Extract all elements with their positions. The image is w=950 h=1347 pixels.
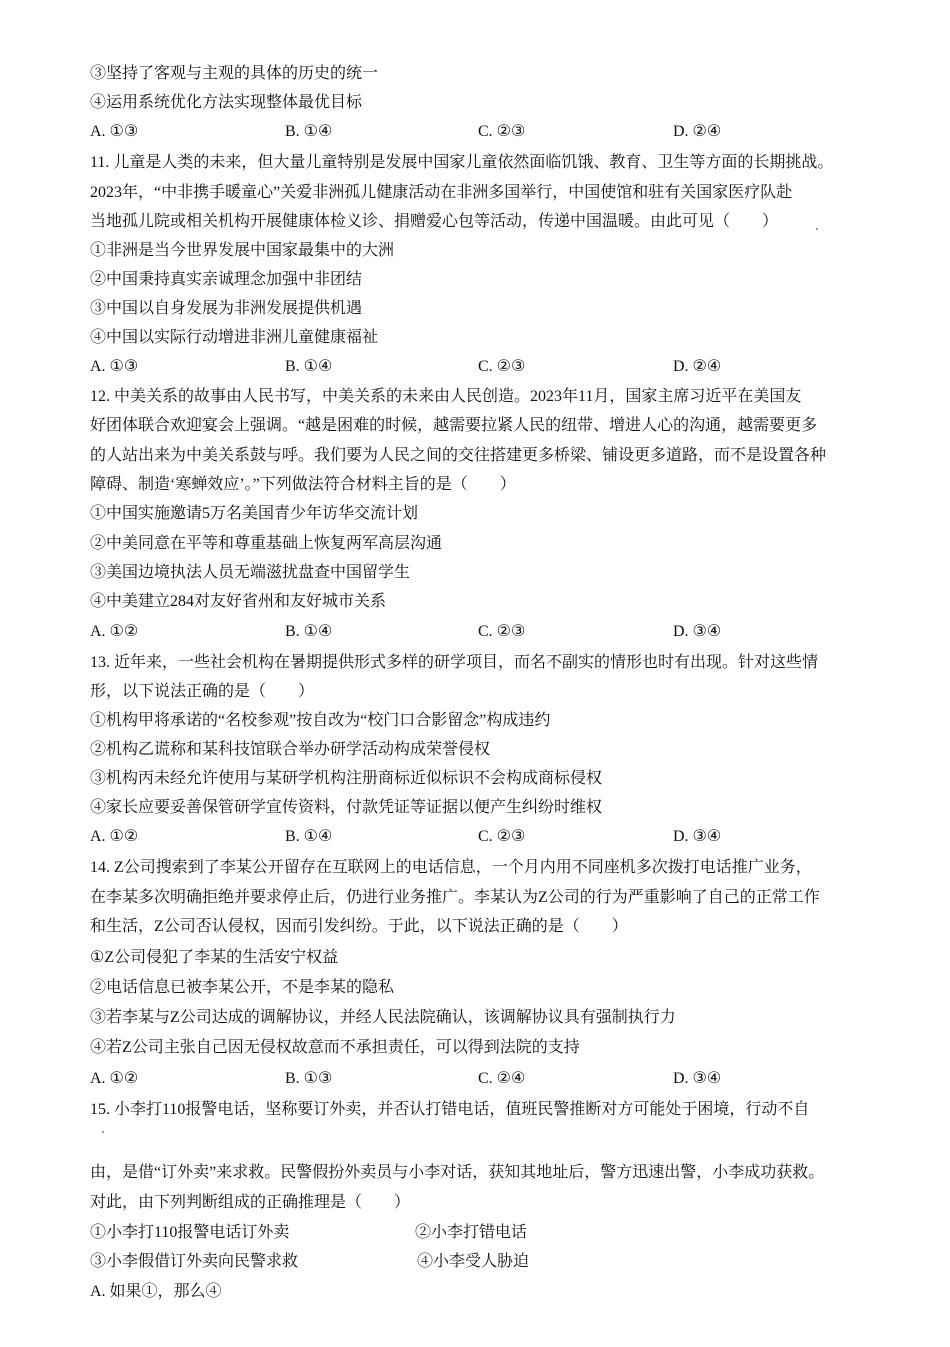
option-c: C. ②③ [478,623,526,640]
q13-item-3: ③机构丙未经允许使用与某研学机构注册商标近似标识不会构成商标侵权 [90,770,603,787]
option-a: A. ①② [90,623,139,640]
q15-judgment-4: ④小李受人胁迫 [417,1253,530,1270]
q11-stem-line: 2023年，“中非携手暖童心”关爱非洲孤儿健康活动在非洲多国举行，中国使馆和驻有关国家医疗队赴 [90,184,793,201]
option-d: D. ③④ [673,623,722,640]
q11-stem-line: 当地孤儿院或相关机构开展健康体检义诊、捐赠爱心包等活动，传递中国温暖。由此可见（ ） [90,213,779,230]
q15-stem-line: 由，是借“订外卖”来求救。民警假扮外卖员与小李对话，获知其地址后，警方迅速出警，小李成功获救。 [90,1164,825,1181]
option-d: D. ③④ [673,1070,722,1087]
q10-options [90,122,850,142]
q12-item-2: ②中美同意在平等和尊重基础上恢复两军高层沟通 [90,535,443,552]
q13-item-4: ④家长应要妥善保管研学宣传资料，付款凭证等证据以便产生纠纷时维权 [90,799,603,816]
q13-item-2: ②机构乙谎称和某科技馆联合举办研学活动构成荣誉侵权 [90,741,491,758]
q13-options [90,827,850,847]
q12-stem-line: 的人站出来为中美关系鼓与呼。我们要为人民之间的交往搭建更多桥梁、铺设更多道路，而不是设置各种 [90,447,827,464]
option-d: D. ③④ [673,828,722,845]
q11-item-2: ②中国秉持真实亲诚理念加强中非团结 [90,271,363,288]
q12-item-1: ①中国实施邀请5万名美国青少年访华交流计划 [90,505,419,522]
option-d: D. ②④ [673,123,722,140]
q12-stem-line: 12. 中美关系的故事由人民书写，中美关系的未来由人民创造。2023年11月，国家主席习近平在美国友 [90,388,802,405]
q12-options [90,622,850,642]
q15-stem-line: 对此，由下列判断组成的正确推理是（ ） [90,1194,411,1211]
q15-judgment-1: ①小李打110报警电话订外卖 [90,1224,290,1241]
q13-stem-line: 形，以下说法正确的是（ ） [90,683,315,700]
option-c: C. ②③ [478,358,526,375]
q12-stem-line: 障碍、制造‘寒蝉效应’。”下列做法符合材料主旨的是（ ） [90,476,516,493]
q12-item-3: ③美国边境执法人员无端滋扰盘查中国留学生 [90,564,411,581]
q14-stem-line: 在李某多次明确拒绝并要求停止后，仍进行业务推广。李某认为Z公司的行为严重影响了自己的正常工作 [90,889,820,906]
q14-stem-line: 和生活，Z公司否认侵权，因而引发纠纷。于此，以下说法正确的是（ ） [90,918,628,935]
q10-item-3: ③坚持了客观与主观的具体的历史的统一 [90,65,379,82]
q11-item-4: ④中国以实际行动增进非洲儿童健康福祉 [90,329,379,346]
q11-item-1: ①非洲是当今世界发展中国家最集中的大洲 [90,242,395,259]
option-a: A. ①② [90,1070,139,1087]
q14-options [90,1069,850,1089]
option-c: C. ②③ [478,123,526,140]
option-a: A. ①③ [90,358,139,375]
option-b: B. ①④ [285,623,333,640]
q11-item-3: ③中国以自身发展为非洲发展提供机遇 [90,300,363,317]
q11-stem-line: 11. 儿童是人类的未来，但大量儿童特别是发展中国家儿童依然面临饥饿、教育、卫生等方面的长期挑战。 [90,154,834,171]
q15-stem-line: 15. 小李打110报警电话，坚称要订外卖，并否认打错电话，值班民警推断对方可能处于困境，行动不自 [90,1101,810,1118]
scan-speck [102,1131,104,1133]
q15-option-a: A. 如果①，那么④ [90,1283,222,1300]
q15-judgment-3: ③小李假借订外卖向民警求救 [90,1253,299,1270]
q10-item-4: ④运用系统优化方法实现整体最优目标 [90,94,363,111]
q14-item-2: ②电话信息已被李某公开，不是李某的隐私 [90,979,395,996]
q13-stem-line: 13. 近年来，一些社会机构在暑期提供形式多样的研学项目，而名不副实的情形也时有出现。针对这些情 [90,654,819,671]
q13-item-1: ①机构甲将承诺的“名校参观”按自改为“校门口合影留念”构成违约 [90,712,551,729]
option-a: A. ①② [90,828,139,845]
option-c: C. ②④ [478,1070,526,1087]
q12-stem-line: 好团体联合欢迎宴会上强调。“越是困难的时候，越需要拉紧人民的纽带、增进人心的沟通，越需要更多 [90,417,818,434]
q14-item-1: ①Z公司侵犯了李某的生活安宁权益 [90,949,339,966]
q15-judgment-2: ②小李打错电话 [415,1224,528,1241]
scan-speck [816,228,818,230]
option-b: B. ①④ [285,828,333,845]
q12-item-4: ④中美建立284对友好省州和友好城市关系 [90,593,387,610]
option-b: B. ①③ [285,1070,333,1087]
option-c: C. ②③ [478,828,526,845]
q14-item-4: ④若Z公司主张自己因无侵权故意而不承担责任，可以得到法院的支持 [90,1039,580,1056]
q11-options [90,357,850,377]
option-b: B. ①④ [285,123,333,140]
option-d: D. ②④ [673,358,722,375]
option-b: B. ①④ [285,358,333,375]
q14-item-3: ③若李某与Z公司达成的调解协议，并经人民法院确认，该调解协议具有强制执行力 [90,1009,676,1026]
option-a: A. ①③ [90,123,139,140]
q14-stem-line: 14. Z公司搜索到了李某公开留存在互联网上的电话信息，一个月内用不同座机多次拨打电话推广业务， [90,859,812,876]
